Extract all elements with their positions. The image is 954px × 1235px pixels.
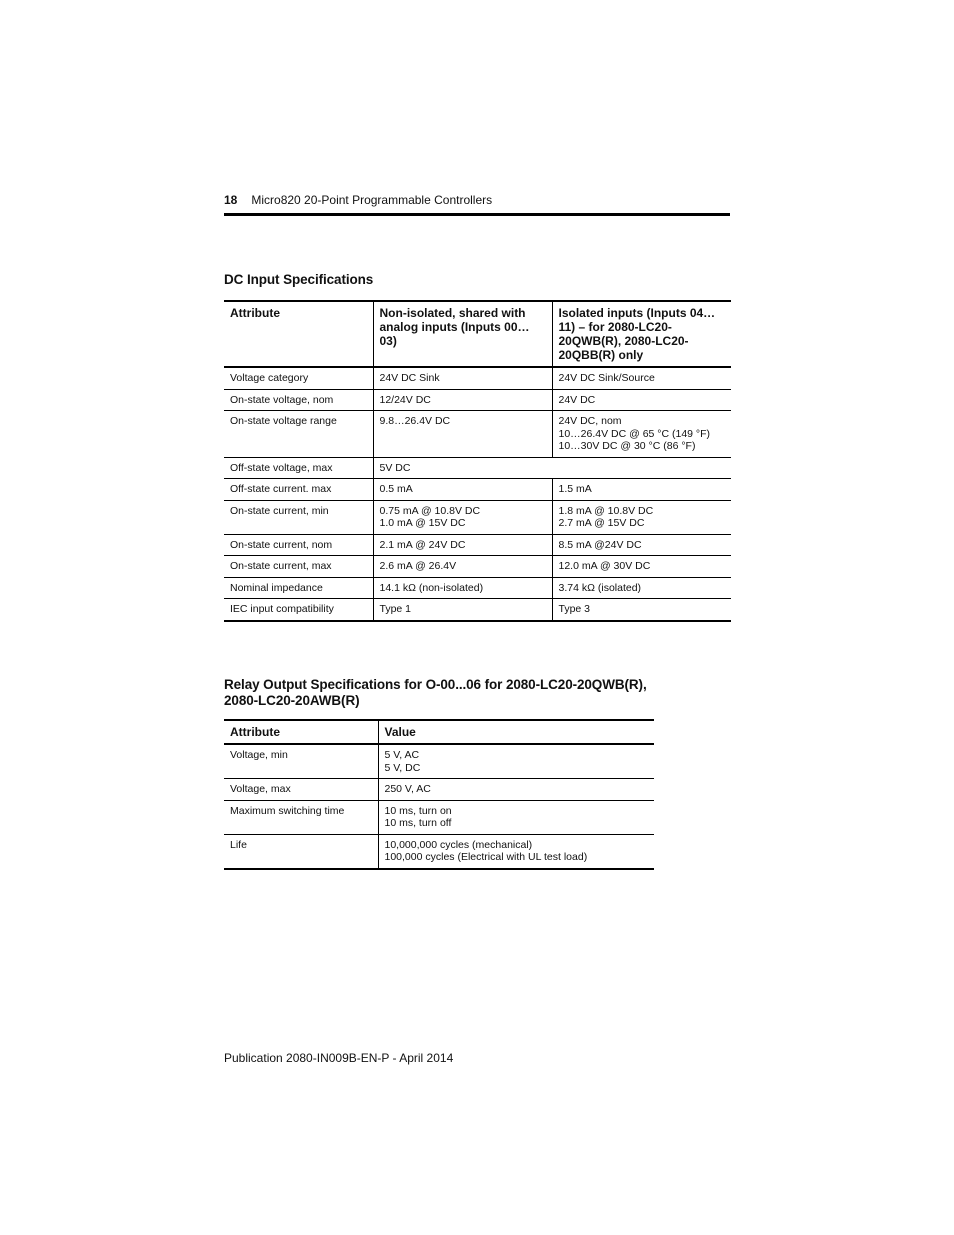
attribute-cell: Life — [224, 834, 378, 869]
table-row — [224, 744, 654, 779]
attribute-cell: On-state current, nom — [224, 534, 373, 556]
cell-line: 9.8…26.4V DC — [379, 415, 451, 427]
cell-line: Type 1 — [379, 603, 412, 615]
cell-line: 1.5 mA — [558, 483, 592, 495]
cell-line: 0.75 mA @ 10.8V DC — [379, 504, 481, 517]
cell-line: 2.1 mA @ 24V DC — [379, 538, 466, 551]
cell-line: 3.74 kΩ (isolated) — [558, 581, 642, 594]
attribute-cell: Maximum switching time — [224, 800, 378, 834]
non-isolated-cell — [373, 479, 552, 501]
isolated-cell — [552, 500, 731, 534]
cell-line: 2.7 mA @ 15V DC — [558, 517, 645, 529]
attribute-cell: Voltage, max — [224, 779, 378, 801]
column-header-attribute: Attribute — [224, 720, 378, 744]
cell-line: Type 3 — [558, 603, 591, 615]
attribute-cell: Nominal impedance — [224, 577, 373, 599]
isolated-cell — [552, 534, 731, 556]
isolated-cell — [552, 389, 731, 411]
table-row — [224, 834, 654, 869]
table-row — [224, 577, 731, 599]
column-header-non-isolated: Non-isolated, shared with analog inputs (Inputs 00…03) — [373, 301, 552, 367]
cell-line: 12/24V DC — [379, 393, 431, 406]
cell-line: 8.5 mA @24V DC — [558, 538, 642, 551]
table-row — [224, 479, 731, 501]
page-number: 18 — [224, 193, 238, 207]
relay-output-table-body — [224, 744, 654, 869]
isolated-cell — [552, 599, 731, 621]
table-header-row — [224, 301, 731, 367]
dc-input-table — [224, 300, 731, 622]
cell-line: 12.0 mA @ 30V DC — [558, 560, 651, 572]
cell-line: 250 V, AC — [384, 783, 431, 795]
value-cell — [378, 800, 654, 834]
page-header — [224, 191, 730, 216]
dc-input-table-body — [224, 367, 731, 621]
attribute-cell: Voltage category — [224, 367, 373, 389]
isolated-cell — [552, 577, 731, 599]
table-row — [224, 411, 731, 458]
cell-line: 14.1 kΩ (non-isolated) — [379, 581, 484, 594]
cell-line: 10…26.4V DC @ 65 °C (149 °F) — [558, 427, 711, 440]
attribute-cell: On-state current, min — [224, 500, 373, 534]
cell-line: 10 ms, turn on — [384, 804, 452, 817]
table-row — [224, 534, 731, 556]
table-row — [224, 457, 731, 479]
cell-line: 24V DC Sink — [379, 372, 440, 384]
value-cell — [378, 834, 654, 869]
column-header-value: Value — [378, 720, 654, 744]
publication-footer: Publication 2080-IN009B-EN-P - April 2014 — [224, 1051, 454, 1065]
table-row — [224, 599, 731, 621]
non-isolated-cell — [373, 367, 552, 389]
table-row — [224, 556, 731, 578]
value-cell — [378, 744, 654, 779]
table-row — [224, 367, 731, 389]
cell-line: 5 V, DC — [384, 761, 421, 774]
attribute-cell: Off-state current. max — [224, 479, 373, 501]
attribute-cell: Off-state voltage, max — [224, 457, 373, 479]
attribute-cell: On-state voltage, nom — [224, 389, 373, 411]
value-cell — [378, 779, 654, 801]
table-row — [224, 779, 654, 801]
cell-line: 24V DC — [558, 393, 596, 406]
cell-line: 100,000 cycles (Electrical with UL test load) — [384, 851, 588, 863]
relay-output-table — [224, 719, 654, 870]
cell-line: 10 ms, turn off — [384, 817, 452, 829]
table-header-row — [224, 720, 654, 744]
isolated-cell — [552, 367, 731, 389]
isolated-cell — [552, 411, 731, 458]
cell-line: 5 V, AC — [384, 749, 420, 761]
cell-line: 2.6 mA @ 26.4V — [379, 560, 457, 572]
non-isolated-cell — [373, 500, 552, 534]
cell-line: 10,000,000 cycles (mechanical) — [384, 838, 533, 851]
cell-line: 24V DC, nom — [558, 415, 622, 427]
table-row — [224, 389, 731, 411]
shared-value-cell — [373, 457, 731, 479]
attribute-cell: On-state voltage range — [224, 411, 373, 458]
attribute-cell: On-state current, max — [224, 556, 373, 578]
attribute-cell: IEC input compatibility — [224, 599, 373, 621]
non-isolated-cell — [373, 534, 552, 556]
isolated-cell — [552, 556, 731, 578]
cell-line: 5V DC — [379, 461, 411, 474]
dc-input-title: DC Input Specifications — [224, 272, 374, 287]
relay-output-title: Relay Output Specifications for O-00...06 for 2080-LC20-20QWB(R), 2080-LC20-20AWB(R) — [224, 677, 647, 708]
column-header-attribute: Attribute — [224, 301, 373, 367]
cell-line: 1.8 mA @ 10.8V DC — [558, 504, 654, 517]
isolated-cell — [552, 479, 731, 501]
cell-line: 1.0 mA @ 15V DC — [379, 517, 466, 529]
cell-line: 0.5 mA — [379, 483, 413, 495]
table-row — [224, 500, 731, 534]
cell-line: 24V DC Sink/Source — [558, 372, 655, 384]
attribute-cell: Voltage, min — [224, 744, 378, 779]
non-isolated-cell — [373, 411, 552, 458]
column-header-isolated: Isolated inputs (Inputs 04…11) – for 2080-LC20-20QWB(R), 2080-LC20-20QBB(R) only — [552, 301, 731, 367]
document-title: Micro820 20-Point Programmable Controllers — [251, 193, 493, 207]
cell-line: 10…30V DC @ 30 °C (86 °F) — [558, 440, 696, 452]
non-isolated-cell — [373, 599, 552, 621]
non-isolated-cell — [373, 577, 552, 599]
table-row — [224, 800, 654, 834]
non-isolated-cell — [373, 556, 552, 578]
non-isolated-cell — [373, 389, 552, 411]
